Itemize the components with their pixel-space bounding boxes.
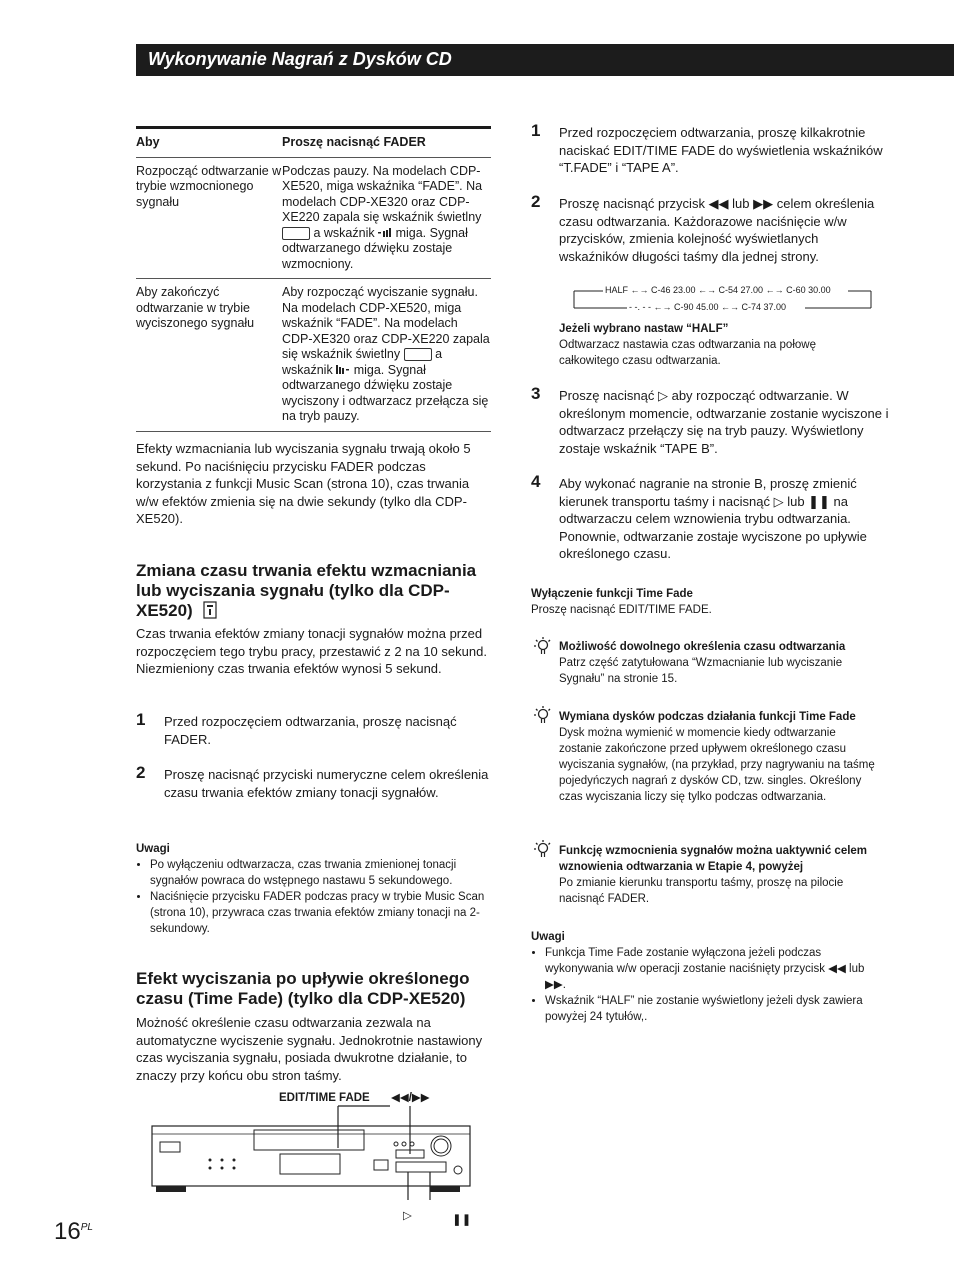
step-number: 3 [531,384,541,403]
hint-bulb-icon [533,705,553,725]
table-cell: Aby rozpocząć wyciszanie sygnału. Na modelach CDP-XE520, miga wskaźnik “FADE”. Na modelach CDP-XE320 oraz CDP-XE220 zapala się wskaźnik świetlny a wskaźnik miga. Sygnał odtwarzanego dźwięku zostaje wyciszony i odtwarzacz przełącza się na tryb pauzy. [282,285,490,423]
col-header-fader: Proszę nacisnąć FADER [282,135,426,149]
section-body: Czas trwania efektów zmiany tonacji sygnałów można przed rozpoczęciem tego trybu pracy, przestawić z 2 na 10 sekund. Niezmieniony czas trwania efektów wynosi 5 sekund. [136,626,487,676]
section-body: Możność określenie czasu odtwarzania zezwala na automatyczne wyciszenie sygnału. Jednokrotnie nastawiony czas wyciszania sygnału, posiada dwukrotne działanie, to znaczy przy końcu obu stron taśmy. [136,1015,483,1083]
diagram-label-play: ▷ [403,1210,412,1222]
step-text: Przed rozpoczęciem odtwarzania, proszę kilkakrotnie naciskać EDIT/TIME FADE do wyświetlenia wskaźników “T.FADE” i “TAPE A”. [559,125,883,175]
step-text: Proszę nacisnąć ▷ aby rozpocząć odtwarzanie. W określonym momencie, odtwarzanie zostanie wyciszone i odtwarzacz przełączy się na tryb pauzy. Wyświetlony zostaje wskaźnik “TAPE B”. [559,388,889,456]
step-number: 2 [136,763,146,782]
intro-paragraph: Efekty wzmacniania lub wyciszania sygnału trwają około 5 sekund. Po naciśnięciu przycisku FADER podczas korzystania z funkcji Music Scan (strona 10), czas trwania w/w efektów zmienia się na dwie sekundy (tylko dla CDP-XE520). [136,441,471,526]
page-number: $16^{PL}$ [54,1218,93,1245]
section-heading: Efekt wyciszania po upływie określonego czasu (Time Fade) (tylko dla CDP-XE520) [136,969,470,1008]
table-header-row [136,129,491,158]
hint-bulb-icon [533,636,553,656]
table-cell: Podczas pauzy. Na modelach CDP-XE520, miga wskaźnika “FADE”. Na modelach CDP-XE320 oraz CDP-XE220 zapala się wskaźnik świetlny a wskaźnik miga. Sygnał odtwarzanego dźwięku zostaje wzmocniony. [282,163,483,271]
step-text: Proszę nacisnąć przyciski numeryczne celem określenia czasu trwania efektów zmiany tonacji sygnałów. [164,767,489,800]
cd-player-diagram [140,1104,480,1200]
indicator-box-icon [404,348,432,361]
step-number: 2 [531,192,541,211]
list-item: • Wskaźnik “HALF” nie zostanie wyświetlony jeżeli dysk zawiera powyżej 24 tytułów,. [545,993,886,1025]
tip-title: Możliwość dowolnego określenia czasu odtwarzania [559,641,846,653]
half-title: Jeżeli wybrano nastaw “HALF” [559,323,729,335]
half-text: Odtwarzacz nastawia czas odtwarzania na połowę całkowitego czasu odtwarzania. [559,339,816,367]
header-bar [136,44,954,76]
step-text: Przed rozpoczęciem odtwarzania, proszę nacisnąć FADER. [164,714,457,747]
tip-title: Funkcję wzmocnienia sygnałów można uaktywnić celem wznowienia odtwarzania w Etapie 4, powyżej [559,845,868,873]
fader-table [136,126,491,432]
off-title: Wyłączenie funkcji Time Fade [531,588,693,600]
table-row [136,279,491,432]
tape-row-1: HALF ←→ C-46 23.00 ←→ C-54 27.00 ←→ C-60 30.00 [605,285,831,295]
table-cell: Rozpocząć odtwarzanie w trybie wzmocnionego sygnału [136,163,282,209]
hint-bulb-icon [533,839,553,859]
tip-text: Po zmianie kierunku transportu taśmy, proszę na pilocie nacisnąć FADER. [559,877,844,905]
fade-out-icon [336,365,350,374]
page-title: Wykonywanie Nagrań z Dysków CD [148,49,452,69]
step-number: 1 [136,710,146,729]
list-item: • Naciśnięcie przycisku FADER podczas pracy w trybie Music Scan (strona 10), przywraca czas trwania efektów zmiany tonacji na 2-sekundowy. [150,889,486,937]
fade-in-icon [378,228,392,237]
step-text: Aby wykonać nagranie na stronie B, proszę zmienić kierunek transportu taśmy i nacisnąć ▷ lub ❚❚ na odtwarzaczu celem wznowienia trybu odtwarzania. Ponownie, odtwarzanie zostaje wyciszone po upływie określonego czasu. [559,476,867,561]
tape-row-2: - -. - - ←→ C-90 45.00 ←→ C-74 37.00 [629,302,787,312]
col-header-aby: Aby [136,135,160,149]
tip-title: Wymiana dysków podczas działania funkcji Time Fade [559,711,856,723]
step-number: 4 [531,472,541,491]
notes-list [136,857,486,937]
list-item: • Po wyłączeniu odtwarzacza, czas trwania zmienionej tonacji sygnałów powraca do wstępnego nastawu 5 sekundowego. [150,857,486,889]
tape-length-cycle [573,284,873,314]
section-heading: Zmiana czasu trwania efektu wzmacniania lub wyciszania sygnału (tylko dla CDP-XE520) [136,561,477,620]
notes-title: Uwagi [531,931,565,943]
diagram-label-edit-time-fade: EDIT/TIME FADE [279,1092,370,1104]
indicator-box-icon [282,227,310,240]
step-number: 1 [531,121,541,140]
list-item: • Funkcja Time Fade zostanie wyłączona jeżeli podczas wykonywania w/w operacji zostanie naciśnięty przycisk ◀◀ lub ▶▶. [545,945,886,993]
off-text: Proszę nacisnąć EDIT/TIME FADE. [531,604,712,616]
table-row [136,158,491,280]
tip-text: Dysk można wymienić w momencie kiedy odtwarzanie zostanie zakończone przed upływem określonego czasu wyciszania sygnałów, (na przykład, przy nagrywaniu na taśmę pojedyńczych nagrań z dysków CD, tzw. singles. Określony czas wyciszania liczy się tylko podczas odtwarzania. [559,727,875,803]
notes-title: Uwagi [136,843,170,855]
remote-control-icon [203,601,217,619]
diagram-label-skip: ◀◀/▶▶ [391,1092,430,1104]
tip-text: Patrz część zatytułowana “Wzmacnianie lub wyciszanie Sygnału” na stronie 15. [559,657,843,685]
notes-list [531,945,886,1025]
step-text: Proszę nacisnąć przycisk ◀◀ lub ▶▶ celem określenia czasu odtwarzania. Każdorazowe naciśnięcie w/w przycisków, zmienia kolejność wyświetlanych wskaźników długości taśmy dla jednej strony. [559,196,875,264]
diagram-label-pause: ❚❚ [452,1214,472,1226]
table-cell: Aby zakończyć odtwarzanie w trybie wyciszonego sygnału [136,285,255,330]
